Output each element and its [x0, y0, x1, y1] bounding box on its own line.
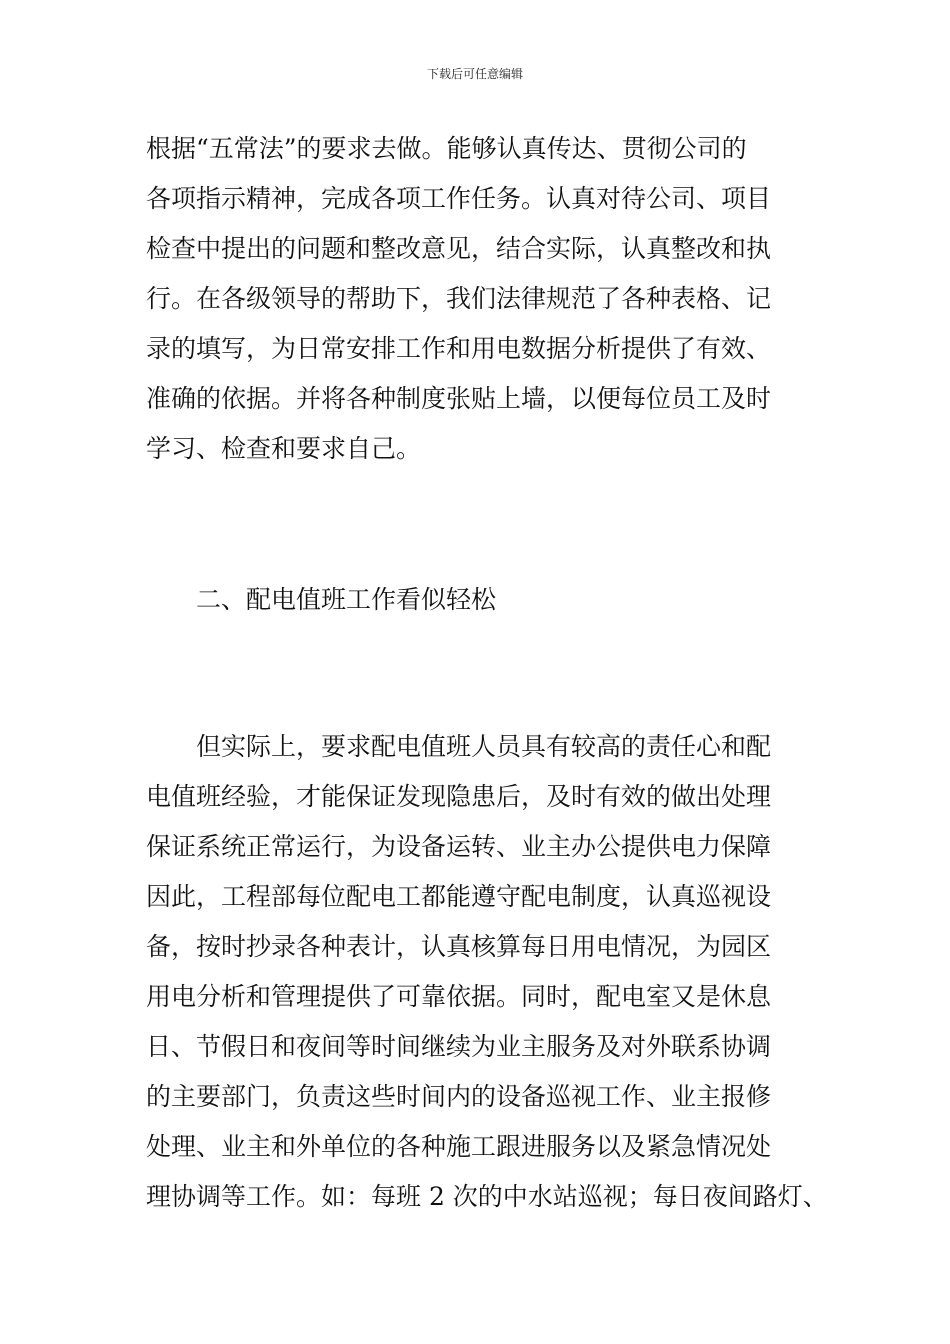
text-line: 电值班经验，才能保证发现隐患后，及时有效的做出处理: [146, 782, 772, 811]
text-line: 因此，工程部每位配电工都能遵守配电制度，认真巡视设: [146, 882, 772, 911]
text-line: 处理、业主和外单位的各种施工跟进服务以及紧急情况处: [146, 1132, 772, 1161]
text-line: 理协调等工作。如：每班 2 次的中水站巡视；每日夜间路灯、: [146, 1182, 828, 1211]
paragraph-five-standards: [146, 124, 814, 474]
text-line: 各项指示精神，完成各项工作任务。认真对待公司、项目: [146, 184, 772, 213]
text-line: 但实际上，要求配电值班人员具有较高的责任心和配: [196, 732, 772, 761]
text-line: 用电分析和管理提供了可靠依据。同时，配电室又是休息: [146, 982, 772, 1011]
paragraph-duty-work: [146, 722, 828, 1222]
text-line: 录的填写，为日常安排工作和用电数据分析提供了有效、: [146, 334, 772, 363]
text-line: 学习、检查和要求自己。: [146, 434, 422, 463]
text-line: 检查中提出的问题和整改意见，结合实际，认真整改和执: [146, 234, 772, 263]
page-header-note: 下载后可任意编辑: [426, 67, 523, 81]
section-heading-text: 二、配电值班工作看似轻松: [196, 585, 497, 614]
text-line: 行。在各级领导的帮助下，我们法律规范了各种表格、记: [146, 284, 772, 313]
section-heading: [146, 575, 814, 625]
text-line: 保证系统正常运行，为设备运转、业主办公提供电力保障: [146, 832, 772, 861]
text-line: 根据“五常法”的要求去做。能够认真传达、贯彻公司的: [146, 134, 747, 163]
text-line: 备，按时抄录各种表计，认真核算每日用电情况，为园区: [146, 932, 772, 961]
text-line: 准确的依据。并将各种制度张贴上墙，以便每位员工及时: [146, 384, 772, 413]
text-line: 日、节假日和夜间等时间继续为业主服务及对外联系协调: [146, 1032, 772, 1061]
text-line: 的主要部门，负责这些时间内的设备巡视工作、业主报修: [146, 1082, 772, 1111]
